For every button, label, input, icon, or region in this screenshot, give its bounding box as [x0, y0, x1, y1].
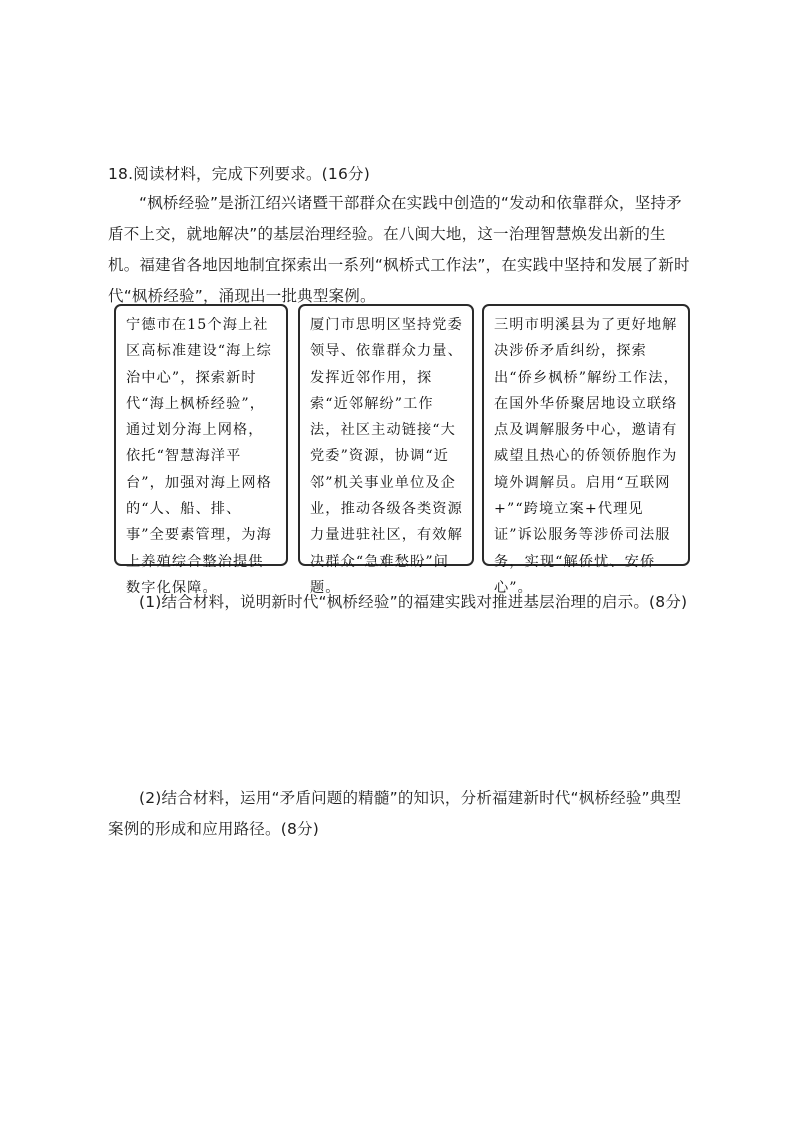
sub-question-1 [108, 587, 696, 618]
intro-text: “枫桥经验”是浙江绍兴诸暨干部群众在实践中创造的“发动和依靠群众，坚持矛盾不上交，就地解决”的基层治理经验。在八闽大地，这一治理智慧焕发出新的生机。福建省各地因地制宜探索出一系列“枫桥式工作法”，在实践中坚持和发展了新时代“枫桥经验”，涌现出一批典型案例。 [108, 194, 690, 305]
question-title: 18.阅读材料，完成下列要求。(16分) [108, 165, 370, 183]
question-intro [108, 188, 696, 312]
case-text: 三明市明溪县为了更好地解决涉侨矛盾纠纷，探索出“侨乡枫桥”解纷工作法，在国外华侨聚居地设立联络点及调解服务中心，邀请有威望且热心的侨领侨胞作为境外调解员。启用“互联网+”“跨境立案+代理见证”诉讼服务等涉侨司法服务，实现“解侨忧、安侨心”。 [494, 317, 679, 596]
case-cards [112, 304, 690, 596]
case-text: 宁德市在15个海上社区高标准建设“海上综治中心”，探索新时代“海上枫桥经验”，通过划分海上网格，依托“智慧海洋平台”，加强对海上网格的“人、船、排、事”全要素管理，为海上养殖综合整治提供数字化保障。 [126, 317, 272, 596]
sub-question-text: (1)结合材料，说明新时代“枫桥经验”的福建实践对推进基层治理的启示。(8分) [139, 593, 688, 611]
case-card-ningde [114, 304, 288, 596]
case-card-xiamen [298, 304, 474, 596]
sub-question-text: (2)结合材料，运用“矛盾问题的精髓”的知识，分析福建新时代“枫桥经验”典型案例的形成和应用路径。(8分) [108, 789, 682, 838]
sub-question-2 [108, 783, 696, 845]
case-text: 厦门市思明区坚持党委领导、依靠群众力量、发挥近邻作用，探索“近邻解纷”工作法，社区主动链接“大党委”资源，协调“近邻”机关事业单位及企业，推动各级各类资源力量进驻社区，有效解决群众“急难愁盼”问题。 [310, 317, 463, 596]
case-card-sanming [482, 304, 690, 596]
